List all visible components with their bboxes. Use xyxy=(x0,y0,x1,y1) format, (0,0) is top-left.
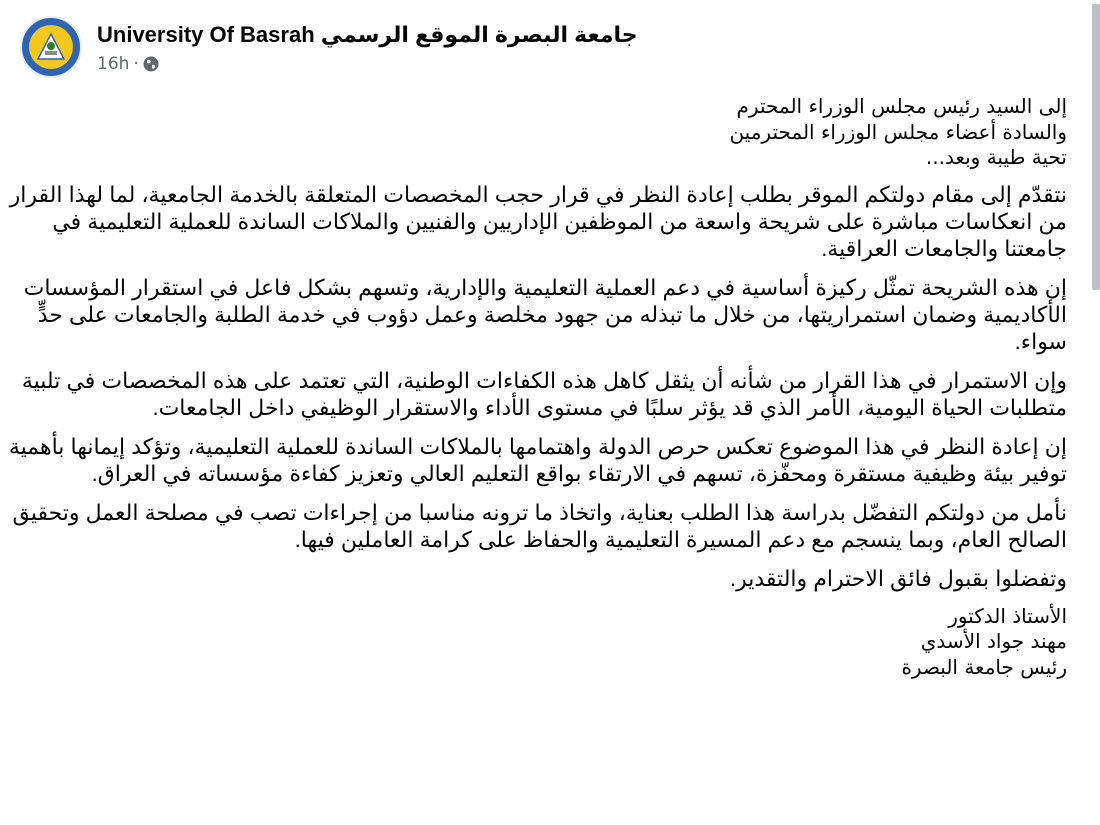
scrollbar-thumb[interactable] xyxy=(1092,4,1100,290)
closing: وتفضلوا بقبول فائق الاحترام والتقدير. xyxy=(730,565,1067,591)
paragraph: إن إعادة النظر في هذا الموضوع تعكس حرص الدولة واهتمامها بالملاكات الساندة للعملية التعليمية، وتؤكد إيمانها بأهمية توفير بيئة وظيفية مستقرة ومحفّزة، تسهم في الارتقاء بواقع التعليم العالي وتعزيز كفاءة مؤسساته في العراق. xyxy=(8,433,1067,486)
salutation xyxy=(0,94,1067,171)
signature xyxy=(0,604,1067,681)
post-timestamp[interactable]: 16h xyxy=(97,54,130,74)
meta-separator: · xyxy=(133,54,139,74)
signature-position: رئيس جامعة البصرة xyxy=(901,654,1067,679)
paragraph: إن هذه الشريحة تمثّل ركيزة أساسية في دعم العملية التعليمية والإدارية، وتسهم بشكل فاعل في استقرار المؤسسات الأكاديمية وضمان استمراريتها، من خلال ما تبذله من جهود مخلصة وعمل دؤوب في خدمة الطلبة والجامعات على حدٍّ سواء. xyxy=(23,274,1067,354)
salutation-line: إلى السيد رئيس مجلس الوزراء المحترم xyxy=(736,94,1067,118)
paragraph: وإن الاستمرار في هذا القرار من شأنه أن يثقل كاهل هذه الكفاءات الوطنية، التي تعتمد على هذه المخصصات في تلبية متطلبات الحياة اليومية، الأمر الذي قد يؤثر سلبًا في مستوى الأداء والاستقرار الوظيفي داخل الجامعات. xyxy=(21,367,1067,420)
salutation-line: والسادة أعضاء مجلس الوزراء المحترمين xyxy=(729,119,1067,144)
signature-title: الأستاذ الدكتور xyxy=(948,603,1067,628)
university-logo-icon xyxy=(29,25,73,69)
post-meta xyxy=(97,54,159,74)
paragraph: نتقدّم إلى مقام دولتكم الموقر بطلب إعادة النظر في قرار حجب المخصصات المتعلقة بالخدمة الجامعية، لما لهذا القرار من انعكاسات مباشرة على شريحة واسعة من الموظفين الإداريين والفنيين والملاكات الساندة للعملية التعليمية في جامعتنا والجامعات العراقية. xyxy=(9,181,1067,261)
post-body xyxy=(0,94,1067,690)
page-name-link[interactable]: University Of Basrah جامعة البصرة الموقع الرسمي xyxy=(97,22,638,47)
paragraph: نأمل من دولتكم التفضّل بدراسة هذا الطلب بعناية، واتخاذ ما ترونه مناسبا من إجراءات تصب في مصلحة العمل وتحقيق الصالح العام، وبما ينسجم مع دعم المسيرة التعليمية والحفاظ على كرامة العاملين فيها. xyxy=(12,499,1067,552)
salutation-line: تحية طيبة وبعد... xyxy=(925,145,1067,169)
page-avatar[interactable] xyxy=(20,16,82,78)
signature-name: مهند جواد الأسدي xyxy=(920,629,1067,653)
globe-icon xyxy=(143,56,159,72)
